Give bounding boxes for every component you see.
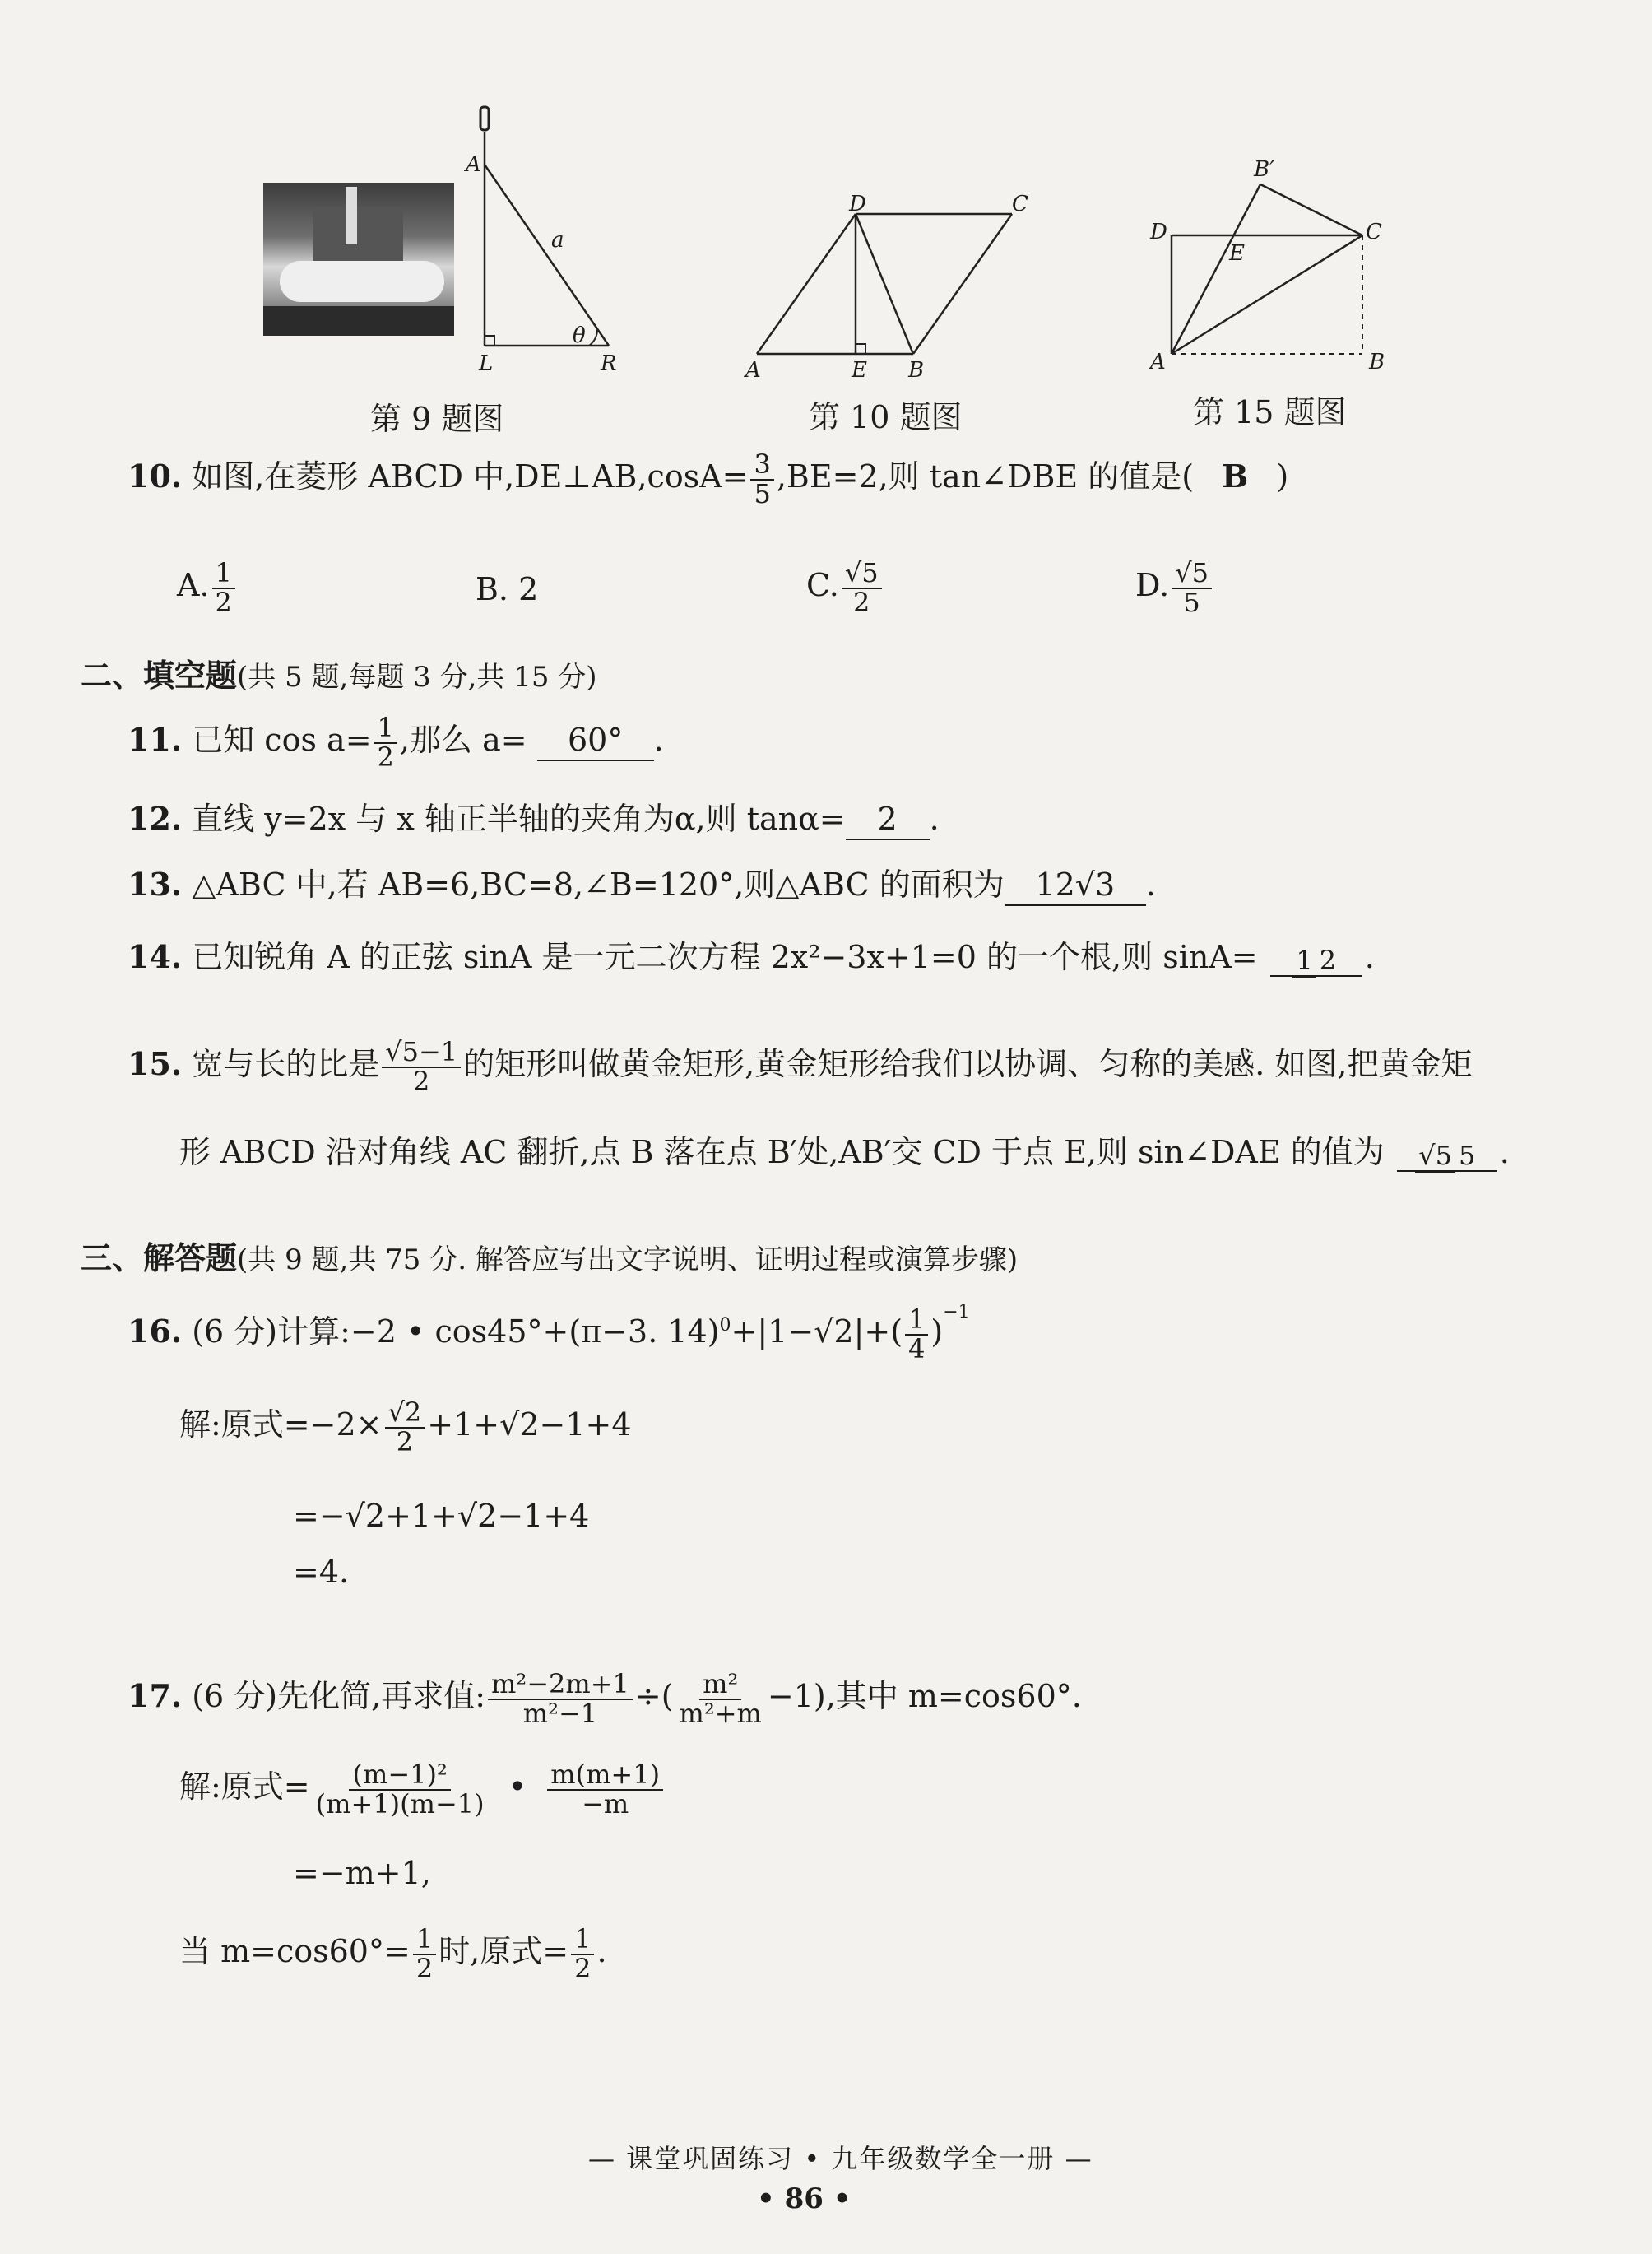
label-B-prime: B′ (1254, 157, 1275, 182)
label-C: C (1366, 220, 1382, 244)
figure-9-caption: 第 9 题图 (370, 401, 504, 437)
solution-17-step-1: 解:原式= $\frac{\text{(m−1)²}}{(m+1)(m-1)}$ • $\frac{m(m+1)}{-m}$ (179, 1761, 666, 1818)
figure-10-caption: 第 10 题图 (809, 399, 963, 435)
answer-blank: 2 (846, 801, 930, 840)
label-D: D (849, 192, 866, 216)
label-D: D (1150, 220, 1167, 244)
question-12: 12. 直线 y=2x 与 x 轴正半轴的夹角为α,则 tanα= 2 . (128, 800, 940, 840)
question-11: 11. 已知 cos a= $\frac{1}{2}$ ,那么 a= 60° . (128, 712, 664, 773)
figure-9 (263, 99, 625, 379)
page-footer: — 课堂巩固练习 • 九年级数学全一册 — (588, 2143, 1093, 2174)
section-2-heading: 二、填空题(共 5 题,每题 3 分,共 15 分) (81, 657, 597, 694)
answer-blank: 1 2 (1270, 947, 1362, 977)
option-d: D. $\frac{√5}{5}$ (1135, 560, 1214, 616)
question-15-line-1: 15. 宽与长的比是 $\frac{√5-1}{2}$ 的矩形叫做黄金矩形,黄金矩形给我们以协调、匀称的美感. 如图,把黄金矩 (128, 1036, 1473, 1097)
question-10: 10. 如图,在菱形 ABCD 中,DE⊥AB,cosA= $\frac{3}{5}$ ,BE=2,则 tan∠DBE 的值是( B ) (128, 448, 1289, 509)
question-16: 16. (6 分)计算:−2 • cos45°+(π−3. 14)$^0$+|1−√2|+( $\frac{1}{4}$ )$^{-1}$ (128, 1302, 970, 1364)
label-C: C (1012, 192, 1028, 216)
solution-16-step-1: 解:原式=−2× $\frac{√2}{2}$ +1+√2−1+4 (179, 1397, 632, 1457)
label-L: L (479, 351, 494, 376)
option-c: C. $\frac{√5}{2}$ (806, 560, 884, 616)
answer-blank: √5 5 (1397, 1142, 1497, 1172)
solution-16-step-3: =4. (293, 1554, 350, 1590)
answer-blank: 60° (537, 722, 654, 761)
solution-17-step-3: 当 m=cos60°= $\frac{1}{2}$ 时,原式= $\frac{1}{2}$ . (179, 1923, 607, 1984)
question-17: 17. (6 分)先化简,再求值: $\frac{\text{m²−2m+1}}{\text{m²−1}}$ ÷( $\frac{\text{m²}}{\text{m²+m}}$ −1),其中 m=cos60°. (128, 1668, 1082, 1729)
figure-10-rhombus (740, 189, 1070, 379)
section-3-heading: 三、解答题(共 9 题,共 75 分. 解答应写出文字说明、证明过程或演算步骤) (81, 1239, 1019, 1276)
page-number: • 86 • (757, 2182, 852, 2215)
solution-17-step-2: =−m+1, (293, 1855, 431, 1891)
question-15-line-2: 形 ABCD 沿对角线 AC 翻折,点 B 落在点 B′处,AB′交 CD 于点 E,则 sin∠DAE 的值为 √5 5 . (179, 1134, 1510, 1171)
question-number: 10. (128, 458, 183, 495)
label-A: A (466, 152, 481, 177)
label-A: A (745, 358, 761, 379)
option-a: A. $\frac{1}{2}$ (177, 560, 238, 616)
label-E: E (1229, 241, 1245, 266)
triangle-9-diagram (263, 99, 625, 379)
label-R: R (601, 351, 617, 376)
question-13: 13. △ABC 中,若 AB=6,BC=8,∠B=120°,则△ABC 的面积为 12√3 . (128, 866, 1156, 906)
answer-blank: 12√3 (1005, 867, 1146, 906)
label-theta: θ (573, 323, 586, 348)
solution-16-step-2: =−√2+1+√2−1+4 (293, 1498, 590, 1534)
label-B: B (1369, 350, 1385, 374)
question-14: 14. 已知锐角 A 的正弦 sinA 是一元二次方程 2x²−3x+1=0 的一个根,则 sinA= 1 2 . (128, 938, 1375, 976)
fraction: $\frac{3}{5}$ (750, 451, 773, 508)
option-b: B. 2 (476, 571, 539, 607)
label-E: E (852, 358, 867, 379)
answer: B (1222, 458, 1249, 495)
label-B: B (908, 358, 925, 379)
label-A: A (1150, 350, 1166, 374)
figure-15-caption: 第 15 题图 (1193, 394, 1347, 430)
figure-15-golden-rectangle (1144, 156, 1415, 379)
label-a: a (551, 228, 564, 253)
